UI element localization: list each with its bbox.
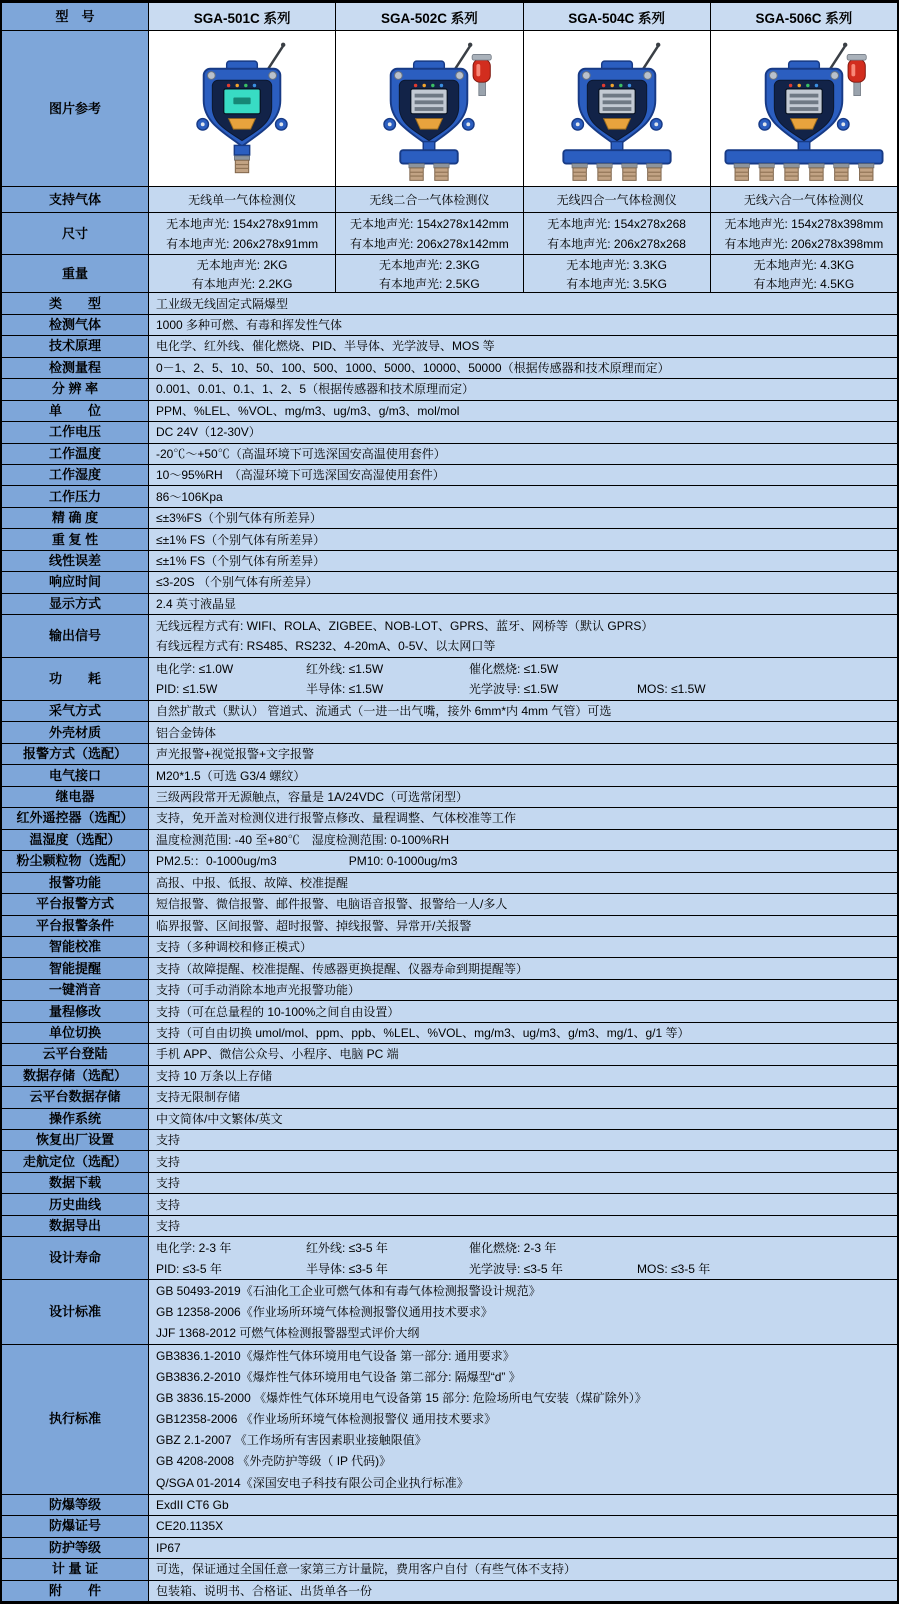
row-value-line: 有线远程方式有: RS485、RS232、4-20mA、0-5V、以太网口等: [156, 639, 496, 654]
row-label: 线性误差: [2, 551, 149, 571]
row-value-line: 包装箱、说明书、合格证、出货单各一份: [156, 1583, 373, 1598]
row-value-seg: 电化学: 2-3 年: [156, 1240, 232, 1255]
row-value: [149, 1581, 897, 1601]
row-value: [149, 1130, 897, 1150]
row-label: 平台报警方式: [2, 894, 149, 914]
row-value-seg: 光学波导: ≤1.5W: [469, 682, 559, 697]
row-value-seg: 光学波导: ≤3-5 年: [469, 1261, 563, 1276]
spec-row: [2, 422, 897, 443]
row-value: [149, 916, 897, 936]
spec-row: [2, 808, 897, 829]
row-value-line: [156, 1259, 897, 1279]
row-value: [149, 358, 897, 378]
spec-row: [2, 980, 897, 1001]
row-label: 历史曲线: [2, 1194, 149, 1214]
row-value-seg: PID: ≤3-5 年: [156, 1261, 222, 1276]
row-label: 技术原理: [2, 336, 149, 356]
weight-cell: 无本地声光: 2.3KG 有本地声光: 2.5KG: [336, 255, 523, 292]
row-label: 分 辨 率: [2, 379, 149, 399]
row-value: [149, 1280, 897, 1343]
gas-row-label: 支持气体: [2, 187, 149, 212]
row-label: 智能校准: [2, 937, 149, 957]
row-value-line: IP67: [156, 1540, 181, 1555]
spec-row: [2, 1151, 897, 1172]
spec-row: [2, 1194, 897, 1215]
spec-row: [2, 594, 897, 615]
row-value: [149, 401, 897, 421]
spec-row: [2, 916, 897, 937]
row-value-line: 可选，保证通过全国任意一家第三方计量院，费用客户自付（有些气体不支持）: [156, 1562, 577, 1577]
spec-row: [2, 465, 897, 486]
row-value-seg: MOS: ≤3-5 年: [637, 1261, 711, 1276]
model-name-sga-501c: SGA-501C 系列: [149, 3, 336, 30]
spec-row: [2, 1495, 897, 1516]
gas-cell: 无线六合一气体检测仪: [711, 187, 897, 212]
row-value-line: 2.4 英寸液晶显: [156, 596, 237, 611]
row-value-line: 支持（多种调校和修正模式）: [156, 940, 313, 955]
row-label: 电气接口: [2, 765, 149, 785]
product-image-cell: [336, 31, 523, 186]
row-value-line: M20*1.5（可选 G3/4 螺纹）: [156, 768, 306, 783]
model-name-sga-504c: SGA-504C 系列: [524, 3, 711, 30]
weight-cell: 无本地声光: 2KG 有本地声光: 2.2KG: [149, 255, 336, 292]
row-label: 报警方式（选配）: [2, 744, 149, 764]
row-value: [149, 1194, 897, 1214]
row-value: [149, 830, 897, 850]
model-name-sga-502c: SGA-502C 系列: [336, 3, 523, 30]
spec-row: [2, 508, 897, 529]
spec-row: [2, 658, 897, 701]
spec-row: [2, 1130, 897, 1151]
row-label: 量程修改: [2, 1001, 149, 1021]
row-value: [149, 1001, 897, 1021]
size-row-label: 尺寸: [2, 213, 149, 254]
row-value-line: ExdII CT6 Gb: [156, 1497, 229, 1512]
row-label: 平台报警条件: [2, 916, 149, 936]
row-value-seg: 催化燃烧: ≤1.5W: [469, 661, 559, 676]
row-value: [149, 1109, 897, 1129]
row-value: [149, 701, 897, 721]
row-value-line: 支持，免开盖对检测仪进行报警点修改、量程调整、气体校准等工作: [156, 811, 517, 826]
row-value: [149, 336, 897, 356]
row-value: [149, 1216, 897, 1236]
product-image-cell: [711, 31, 897, 186]
spec-row: [2, 401, 897, 422]
row-label: 继电器: [2, 787, 149, 807]
spec-row: [2, 1237, 897, 1280]
row-value-line: PPM、%LEL、%VOL、mg/m3、ug/m3、g/m3、mol/mol: [156, 403, 460, 418]
row-value-seg: 催化燃烧: 2-3 年: [469, 1240, 557, 1255]
row-value-line: 支持 10 万条以上存储: [156, 1068, 273, 1083]
row-value-line: CE20.1135X: [156, 1519, 224, 1534]
spec-row: [2, 1109, 897, 1130]
row-value: [149, 958, 897, 978]
gas-type-row: [2, 187, 897, 213]
row-value-line: 高报、中报、低报、故障、校准提醒: [156, 875, 349, 890]
spec-row: [2, 486, 897, 507]
row-value-line: 86～106Kpa: [156, 489, 223, 504]
spec-row: [2, 1001, 897, 1022]
row-value: [149, 808, 897, 828]
size-cell: 无本地声光: 154x278x398mm 有本地声光: 206x278x398mm: [711, 213, 897, 254]
row-value-line: JJF 1368-2012 可燃气体检测报警器型式评价大纲: [156, 1325, 420, 1340]
row-value: [149, 594, 897, 614]
row-value-seg: MOS: ≤1.5W: [637, 682, 706, 697]
row-label: 显示方式: [2, 594, 149, 614]
row-value: [149, 658, 897, 700]
row-value: [149, 1173, 897, 1193]
row-value-line: 临界报警、区间报警、超时报警、掉线报警、异常开/关报警: [156, 918, 472, 933]
row-value-line: GB3836.1-2010《爆炸性气体环境用电气设备 第一部分: 通用要求》: [156, 1348, 515, 1363]
size-cell: 无本地声光: 154x278x91mm 有本地声光: 206x278x91mm: [149, 213, 336, 254]
product-image-cell: [524, 31, 711, 186]
row-value: [149, 444, 897, 464]
gas-detector-4-sensors-image: [526, 35, 708, 183]
row-value: [149, 722, 897, 742]
row-label: 单位切换: [2, 1023, 149, 1043]
gas-detector-6-sensors-image: [713, 35, 895, 183]
row-value-line: 支持: [156, 1154, 181, 1169]
row-label: 工作温度: [2, 444, 149, 464]
spec-row: [2, 722, 897, 743]
row-label: 数据下载: [2, 1173, 149, 1193]
row-value-line: [156, 1238, 897, 1258]
row-value-line: GBZ 2.1-2007 《工作场所有害因素职业接触限值》: [156, 1433, 427, 1448]
spec-row: [2, 551, 897, 572]
spec-row: [2, 1538, 897, 1559]
row-value: [149, 1087, 897, 1107]
row-value-line: -20℃～+50℃（高温环境下可选深国安高温使用套件）: [156, 446, 446, 461]
row-value-seg: PID: ≤1.5W: [156, 682, 218, 697]
row-value: [149, 1237, 897, 1279]
row-value-line: PM2.5:：0-1000ug/m3 PM10: 0-1000ug/m3: [156, 854, 458, 869]
row-value-seg: 红外线: ≤3-5 年: [306, 1240, 388, 1255]
product-image-cell: [149, 31, 336, 186]
row-label: 云平台登陆: [2, 1044, 149, 1064]
row-label: 设计标准: [2, 1280, 149, 1343]
spec-row: [2, 1066, 897, 1087]
spec-row: [2, 744, 897, 765]
row-value: [149, 787, 897, 807]
row-value-line: GB12358-2006 《作业场所环境气体检测报警仪 通用技术要求》: [156, 1412, 497, 1427]
row-label: 数据存储（选配）: [2, 1066, 149, 1086]
spec-row: [2, 701, 897, 722]
row-label: 重 复 性: [2, 529, 149, 549]
size-cell: 无本地声光: 154x278x268 有本地声光: 206x278x268: [524, 213, 711, 254]
row-value-seg: 半导体: ≤1.5W: [306, 682, 384, 697]
row-label: 检测气体: [2, 315, 149, 335]
spec-row: [2, 1044, 897, 1065]
row-value-line: 三级两段常开无源触点，容量是 1A/24VDC（可选常闭型）: [156, 790, 469, 804]
row-value-line: 手机 APP、微信公众号、小程序、电脑 PC 端: [156, 1047, 399, 1062]
spec-row: [2, 1173, 897, 1194]
gas-detector-2-sensors-image: [338, 35, 520, 183]
row-value-line: 支持（可手动消除本地声光报警功能）: [156, 983, 361, 998]
row-label: 一键消音: [2, 980, 149, 1000]
row-label: 计 量 证: [2, 1559, 149, 1579]
row-value: [149, 379, 897, 399]
header-row: [2, 3, 897, 31]
row-value-line: 支持: [156, 1176, 181, 1191]
row-value-line: 支持无限制存储: [156, 1090, 241, 1105]
row-value-line: DC 24V（12-30V）: [156, 425, 261, 440]
row-value: [149, 422, 897, 442]
row-value-line: ≤±1% FS（个别气体有所差异）: [156, 554, 326, 569]
spec-row: [2, 851, 897, 872]
row-value: [149, 486, 897, 506]
row-label: 报警功能: [2, 873, 149, 893]
row-value: [149, 744, 897, 764]
row-value: [149, 1538, 897, 1558]
row-value: [149, 1066, 897, 1086]
row-value-line: GB 3836.15-2000 《爆炸性气体环境用电气设备第 15 部分: 危险场所电气安装（煤矿除外）》: [156, 1390, 647, 1405]
row-label: 精 确 度: [2, 508, 149, 528]
row-value-line: 无线远程方式有: WIFI、ROLA、ZIGBEE、NOB-LOT、GPRS、蓝牙、网桥等（默认 GPRS）: [156, 618, 654, 633]
row-value-line: 0.001、0.01、0.1、1、2、5（根据传感器和技术原理而定）: [156, 382, 475, 397]
spec-row: [2, 572, 897, 593]
row-label: 操作系统: [2, 1109, 149, 1129]
row-value-line: 0－1、2、5、10、50、100、500、1000、5000、10000、50000（根据传感器和技术原理而定）: [156, 360, 670, 375]
row-label: 采气方式: [2, 701, 149, 721]
spec-row: [2, 315, 897, 336]
row-value-line: 1000 多种可燃、有毒和挥发性气体: [156, 318, 343, 333]
row-value: [149, 894, 897, 914]
row-label: 类 型: [2, 293, 149, 313]
row-label: 工作湿度: [2, 465, 149, 485]
spec-row: [2, 787, 897, 808]
row-label: 数据导出: [2, 1216, 149, 1236]
row-value-seg: 电化学: ≤1.0W: [156, 661, 234, 676]
row-value-line: 10～95%RH （高湿环境下可选深国安高湿使用套件）: [156, 468, 445, 483]
spec-row: [2, 1280, 897, 1344]
row-label: 云平台数据存储: [2, 1087, 149, 1107]
row-value: [149, 529, 897, 549]
row-label: 防护等级: [2, 1538, 149, 1558]
weight-cell: 无本地声光: 3.3KG 有本地声光: 3.5KG: [524, 255, 711, 292]
row-value-line: 中文简体/中文繁体/英文: [156, 1111, 283, 1126]
size-cell: 无本地声光: 154x278x142mm 有本地声光: 206x278x142mm: [336, 213, 523, 254]
row-value-line: 支持: [156, 1197, 181, 1212]
row-label: 附 件: [2, 1581, 149, 1601]
row-value-line: ≤±3%FS（个别气体有所差异）: [156, 511, 322, 526]
row-value-seg: 半导体: ≤3-5 年: [306, 1261, 388, 1276]
row-value-line: 支持（可自由切换 umol/mol、ppm、ppb、%LEL、%VOL、mg/m3、ug/m3、g/m3、mg/1、g/1 等）: [156, 1025, 690, 1040]
row-value-line: 支持: [156, 1219, 181, 1234]
row-label: 工作压力: [2, 486, 149, 506]
weight-cell: 无本地声光: 4.3KG 有本地声光: 4.5KG: [711, 255, 897, 292]
spec-row: [2, 958, 897, 979]
gas-cell: 无线单一气体检测仪: [149, 187, 336, 212]
spec-row: [2, 1023, 897, 1044]
row-label: 工作电压: [2, 422, 149, 442]
row-value: [149, 980, 897, 1000]
row-value: [149, 293, 897, 313]
row-value: [149, 315, 897, 335]
row-value-line: 工业级无线固定式隔爆型: [156, 296, 289, 311]
row-value: [149, 1516, 897, 1536]
row-label: 单 位: [2, 401, 149, 421]
gas-detector-1-sensor-image: [151, 35, 333, 183]
row-value: [149, 1044, 897, 1064]
row-value: [149, 572, 897, 592]
row-value: [149, 508, 897, 528]
row-value: [149, 765, 897, 785]
row-label: 温湿度（选配）: [2, 830, 149, 850]
size-row: [2, 213, 897, 255]
gas-cell: 无线二合一气体检测仪: [336, 187, 523, 212]
gas-cell: 无线四合一气体检测仪: [524, 187, 711, 212]
row-value: [149, 937, 897, 957]
image-row: [2, 31, 897, 187]
spec-row: [2, 444, 897, 465]
row-value-line: [156, 659, 897, 679]
row-value-line: ≤3-20S （个别气体有所差异）: [156, 575, 318, 590]
row-value-line: 短信报警、微信报警、邮件报警、电脑语音报警、报警给一人/多人: [156, 897, 508, 912]
spec-row: [2, 1559, 897, 1580]
row-label: 功 耗: [2, 658, 149, 700]
row-value: [149, 465, 897, 485]
row-value-line: GB3836.2-2010《爆炸性气体环境用电气设备 第二部分: 隔爆型“d” 》: [156, 1369, 521, 1384]
row-value-line: [156, 679, 897, 699]
row-label: 红外遥控器（选配）: [2, 808, 149, 828]
spec-row: [2, 873, 897, 894]
row-label: 执行标准: [2, 1345, 149, 1494]
row-value-line: 温度检测范围: -40 至+80℃ 湿度检测范围: 0-100%RH: [156, 832, 450, 847]
row-value: [149, 1023, 897, 1043]
row-value: [149, 851, 897, 871]
row-value-line: 电化学、红外线、催化燃烧、PID、半导体、光学波导、MOS 等: [156, 339, 495, 354]
spec-row: [2, 1216, 897, 1237]
spec-row: [2, 529, 897, 550]
model-header-label: 型 号: [2, 3, 149, 30]
spec-row: [2, 1087, 897, 1108]
row-value-line: GB 4208-2008 《外壳防护等级（ IP 代码)》: [156, 1454, 392, 1469]
spec-row: [2, 1516, 897, 1537]
row-value-line: Q/SGA 01-2014《深国安电子科技有限公司企业执行标准》: [156, 1475, 469, 1490]
row-label: 防爆等级: [2, 1495, 149, 1515]
row-value: [149, 1345, 897, 1494]
row-label: 智能提醒: [2, 958, 149, 978]
row-value-line: 自然扩散式（默认） 管道式、流通式（一进一出气嘴，接外 6mm*内 4mm 气管）可选: [156, 704, 612, 719]
spec-row: [2, 1581, 897, 1602]
row-label: 恢复出厂设置: [2, 1130, 149, 1150]
row-label: 检测量程: [2, 358, 149, 378]
row-value: [149, 1151, 897, 1171]
row-value: [149, 615, 897, 657]
row-value: [149, 873, 897, 893]
spec-row: [2, 336, 897, 357]
row-label: 设计寿命: [2, 1237, 149, 1279]
model-name-sga-506c: SGA-506C 系列: [711, 3, 897, 30]
row-value-line: GB 12358-2006《作业场所环境气体检测报警仪通用技术要求》: [156, 1304, 493, 1319]
row-label: 走航定位（选配）: [2, 1151, 149, 1171]
row-value-line: 声光报警+视觉报警+文字报警: [156, 747, 315, 762]
row-label: 输出信号: [2, 615, 149, 657]
row-label: 外壳材质: [2, 722, 149, 742]
spec-row: [2, 358, 897, 379]
row-value-seg: 红外线: ≤1.5W: [306, 661, 384, 676]
row-value: [149, 551, 897, 571]
row-value-line: 支持（故障提醒、校准提醒、传感器更换提醒、仪器寿命到期提醒等）: [156, 961, 529, 976]
spec-row: [2, 293, 897, 314]
spec-row: [2, 830, 897, 851]
spec-row: [2, 765, 897, 786]
row-label: 防爆证号: [2, 1516, 149, 1536]
row-value-line: 铝合金铸体: [156, 725, 217, 740]
row-value: [149, 1495, 897, 1515]
weight-row: [2, 255, 897, 293]
row-value: [149, 1559, 897, 1579]
row-label: 粉尘颗粒物（选配）: [2, 851, 149, 871]
image-row-label: 图片参考: [2, 31, 149, 186]
row-value-line: ≤±1% FS（个别气体有所差异）: [156, 532, 326, 547]
spec-row: [2, 615, 897, 658]
row-value-line: 支持: [156, 1133, 181, 1148]
row-value-line: 支持（可在总量程的 10-100%之间自由设置）: [156, 1004, 400, 1019]
spec-row: [2, 379, 897, 400]
row-label: 响应时间: [2, 572, 149, 592]
weight-row-label: 重量: [2, 255, 149, 292]
spec-row: [2, 894, 897, 915]
spec-row: [2, 937, 897, 958]
spec-row: [2, 1345, 897, 1495]
row-value-line: GB 50493-2019《石油化工企业可燃气体和有毒气体检测报警设计规范》: [156, 1284, 541, 1299]
